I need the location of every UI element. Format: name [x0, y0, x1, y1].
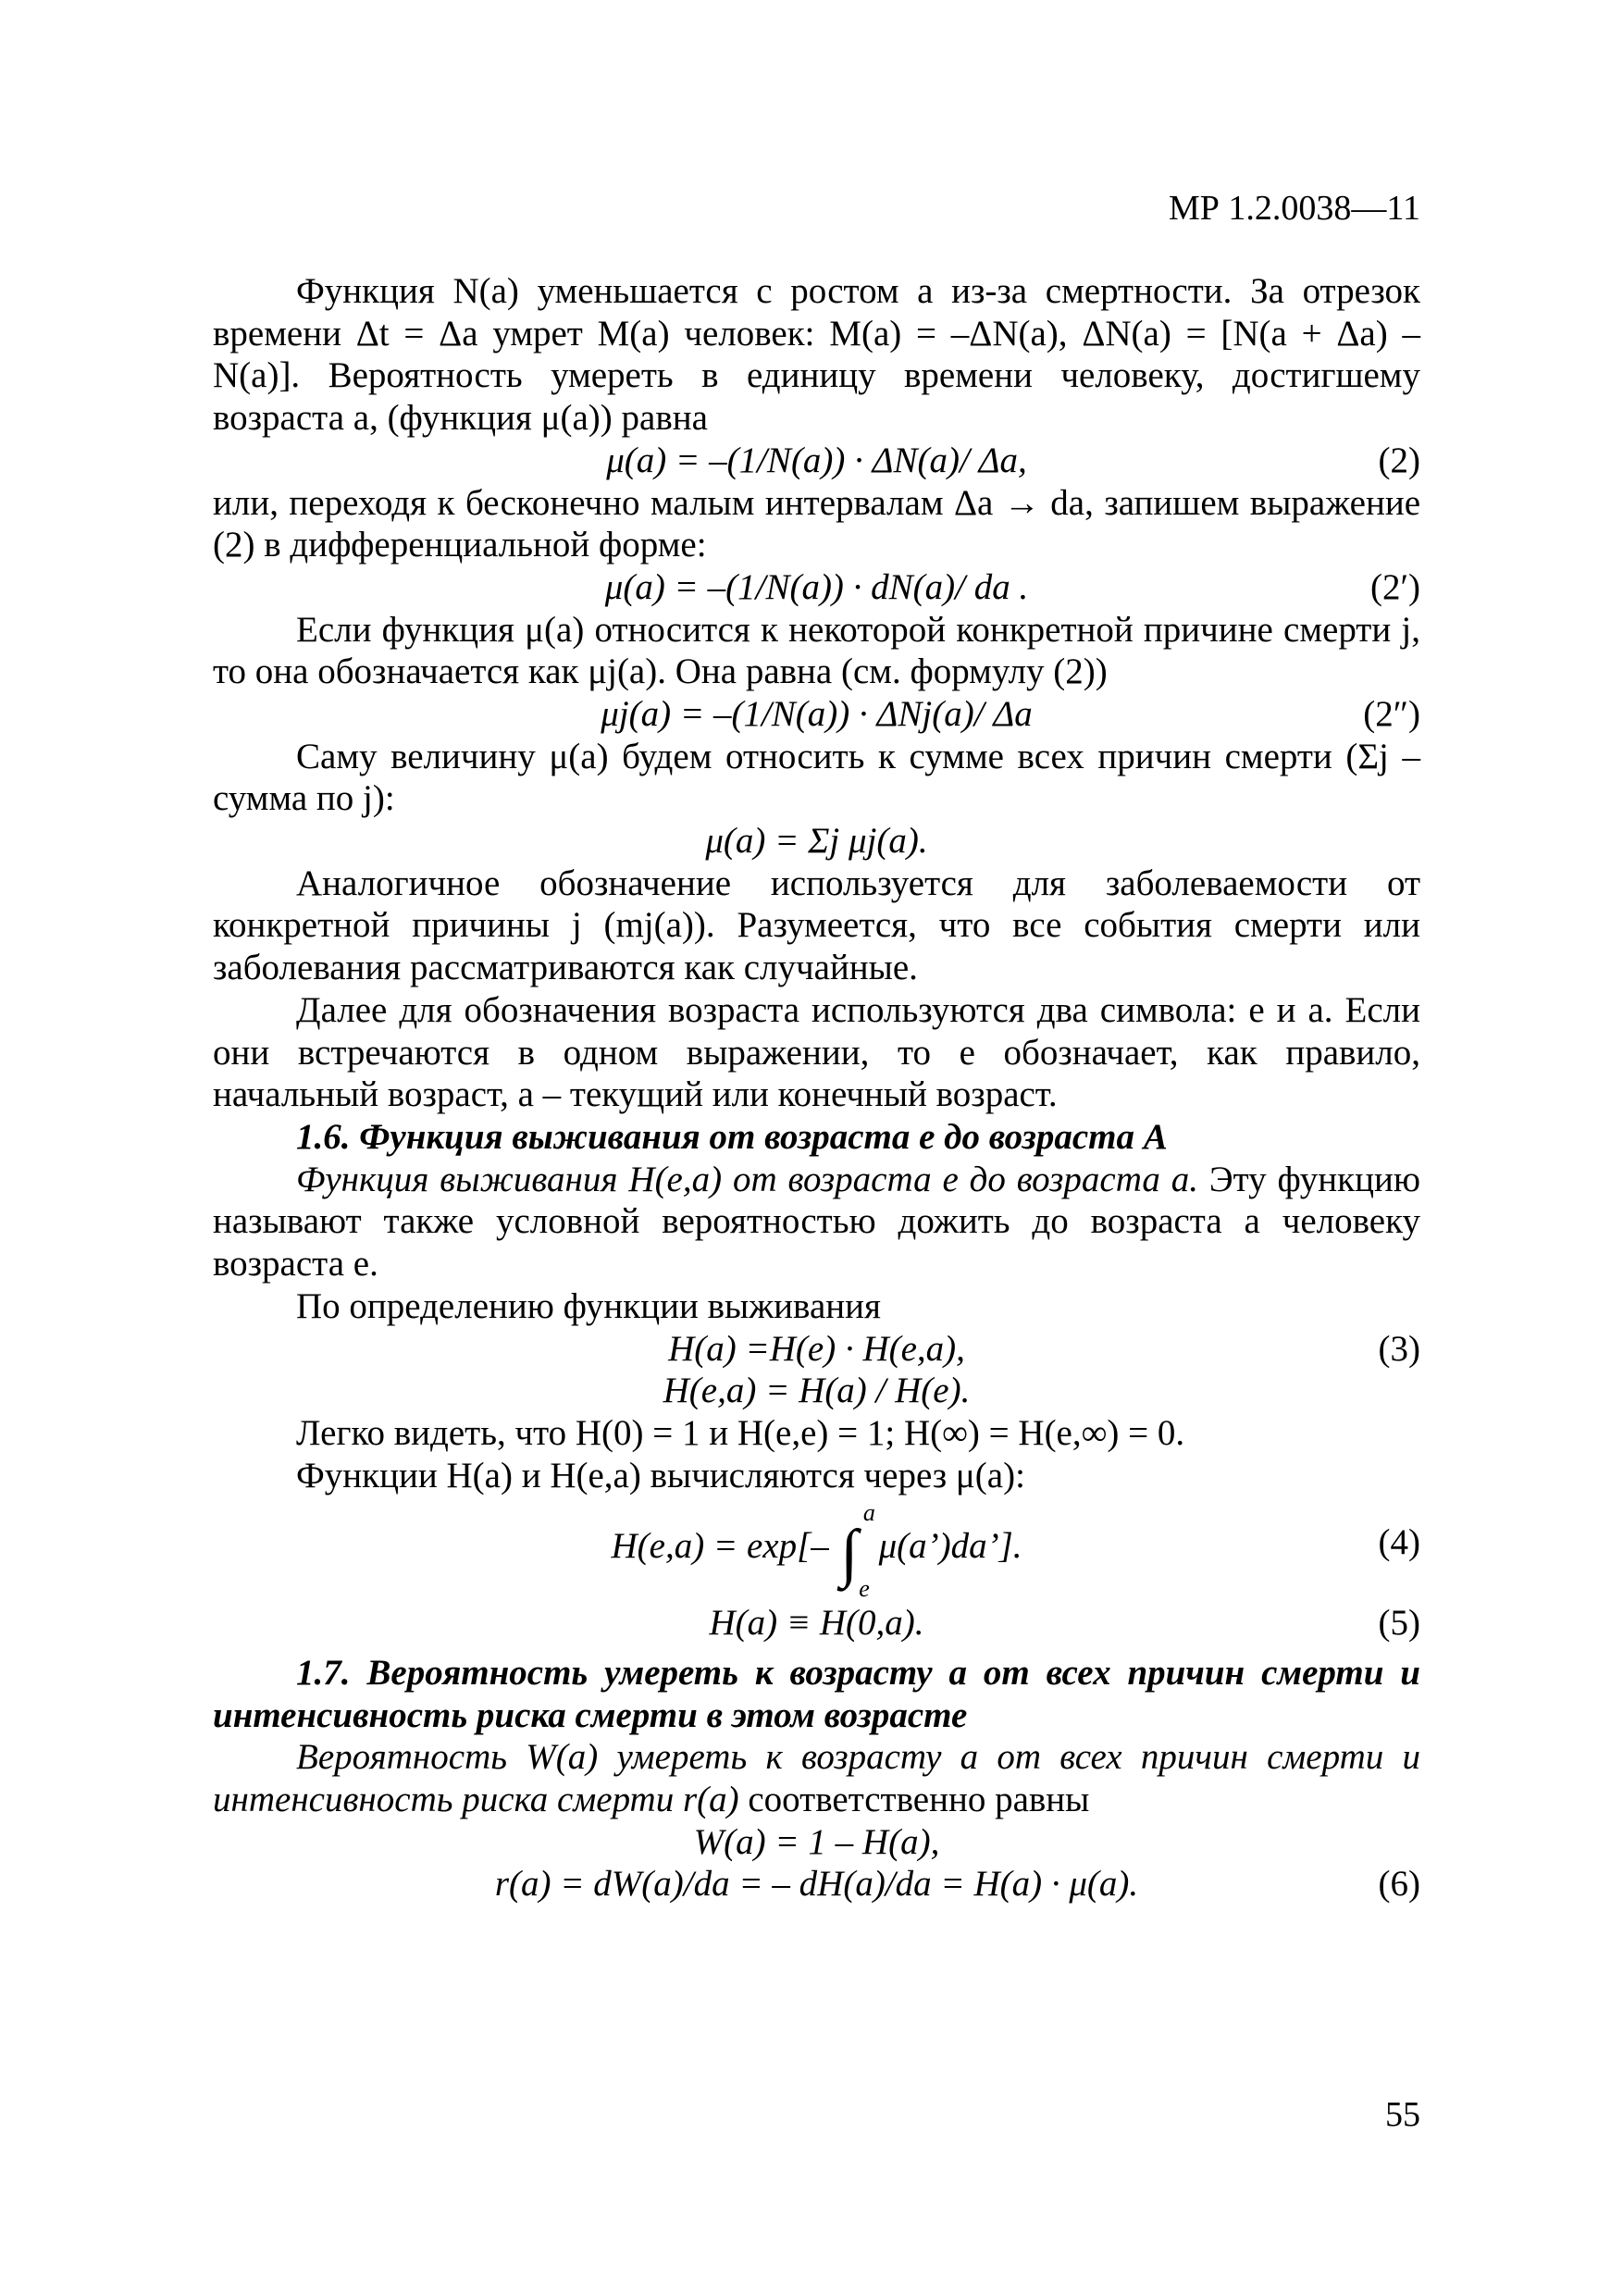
equation-2-double-prime-number: (2″) [1363, 694, 1420, 734]
equation-5-formula: H(a) ≡ H(0,a). [709, 1603, 924, 1644]
equation-2-double-prime [213, 693, 1420, 736]
equation-4-formula [213, 1499, 1420, 1603]
section-heading-1-7: 1.7. Вероятность умереть к возрасту a от всех причин смерти и интенсивность риска смерти в этом возрасте [213, 1652, 1420, 1735]
page-number: 55 [1385, 2095, 1420, 2134]
equation-4-right: μ(a’)da’]. [878, 1526, 1022, 1567]
equation-4-left: H(e,a) = exp[– [611, 1526, 829, 1567]
document-body [213, 270, 1420, 1905]
paragraph-sum-of-causes: Саму величину μ(a) будем относить к сумме всех причин смерти (Σj – сумма по j): [213, 736, 1420, 819]
equation-2-double-prime-formula: μj(a) = –(1/N(a)) · ΔNj(a)/ Δa [601, 694, 1033, 734]
equation-6a [213, 1821, 1420, 1864]
death-probability-definition: Вероятность W(a) умереть к возрасту a от всех причин смерти и интенсивность риска смерти r(a) [213, 1737, 1420, 1820]
equation-3-formula: H(a) =H(e) · H(e,a), [668, 1328, 965, 1369]
paragraph-morbidity: Аналогичное обозначение используется для заболеваемости от конкретной причины j (mj(a)). Разумеется, что все события смерти или заболевания рассматриваются как случайные. [213, 863, 1420, 988]
death-probability-rest: соответственно равны [738, 1780, 1090, 1820]
equation-4-number: (4) [1378, 1522, 1420, 1563]
survival-function-description: Эту функцию называют также условной вероятностью дожить до возраста a человеку возраста e. [213, 1159, 1420, 1285]
equation-2-formula: μ(a) = –(1/N(a)) · ΔN(a)/ Δa, [606, 440, 1027, 480]
equation-4 [213, 1496, 1420, 1603]
equation-sum-formula: μ(a) = Σj μj(a). [705, 821, 928, 862]
paragraph-survival-decrease: Функция N(a) уменьшается с ростом a из-за смертности. За отрезок времени Δt = Δa умрет M(a) человек: M(a) = –ΔN(a), ΔN(a) = [N(a + Δa) – N(a)]. Вероятность умереть в единицу времени человеку, достигшему возраста a, (функция μ(a)) равна [213, 271, 1420, 439]
equation-2-number: (2) [1378, 440, 1420, 480]
paragraph-death-probability [213, 1736, 1420, 1820]
document-code-header: МР 1.2.0038—11 [1168, 189, 1420, 228]
equation-sum [213, 820, 1420, 863]
integral-lower-limit: e [859, 1575, 870, 1603]
equation-5-number: (5) [1378, 1603, 1420, 1644]
document-page [213, 0, 1420, 2296]
paragraph-boundary-values: Легко видеть, что H(0) = 1 и H(e,e) = 1; H(∞) = H(e,∞) = 0. [296, 1412, 1185, 1453]
equation-3b-formula: H(e,a) = H(a) / H(e). [663, 1371, 971, 1411]
section-heading-1-6: 1.6. Функция выживания от возраста е до возраста A [296, 1117, 1168, 1157]
equation-3-number: (3) [1378, 1328, 1420, 1369]
equation-2 [213, 440, 1420, 482]
survival-function-definition: Функция выживания H(e,a) от возраста e до возраста a. [296, 1159, 1198, 1199]
paragraph-age-symbols: Далее для обозначения возраста используются два символа: e и a. Если они встречаются в одном выражении, то e обозначает, как правило, начальный возраст, a – текущий или конечный возраст. [213, 989, 1420, 1115]
paragraph-computed-through: Функции H(a) и H(e,a) вычисляются через μ(a): [296, 1455, 1025, 1496]
equation-3b [213, 1370, 1420, 1412]
paragraph-specific-cause: Если функция μ(a) относится к некоторой конкретной причине смерти j, то она обозначается как μj(a). Она равна (см. формулу (2)) [213, 609, 1420, 692]
equation-5 [213, 1602, 1420, 1644]
paragraph-differential-form: или, переходя к бесконечно малым интервалам Δa → da, запишем выражение (2) в дифференциальной форме: [213, 482, 1420, 565]
equation-6-number: (6) [1378, 1864, 1420, 1905]
equation-6 [213, 1863, 1420, 1905]
paragraph-survival-function [213, 1159, 1420, 1285]
equation-2-prime-number: (2′) [1369, 566, 1420, 607]
integral-sign-icon: ∫ a e [840, 1499, 875, 1603]
integral-upper-limit: a [862, 1499, 875, 1527]
paragraph-by-definition: По определению функции выживания [296, 1285, 881, 1326]
equation-6a-formula: W(a) = 1 – H(a), [693, 1821, 940, 1862]
equation-2-prime-formula: μ(a) = –(1/N(a)) · dN(a)/ da . [604, 566, 1029, 607]
equation-2-prime [213, 566, 1420, 609]
equation-3 [213, 1328, 1420, 1371]
equation-6-formula: r(a) = dW(a)/da = – dH(a)/da = H(a) · μ(a). [494, 1864, 1139, 1905]
